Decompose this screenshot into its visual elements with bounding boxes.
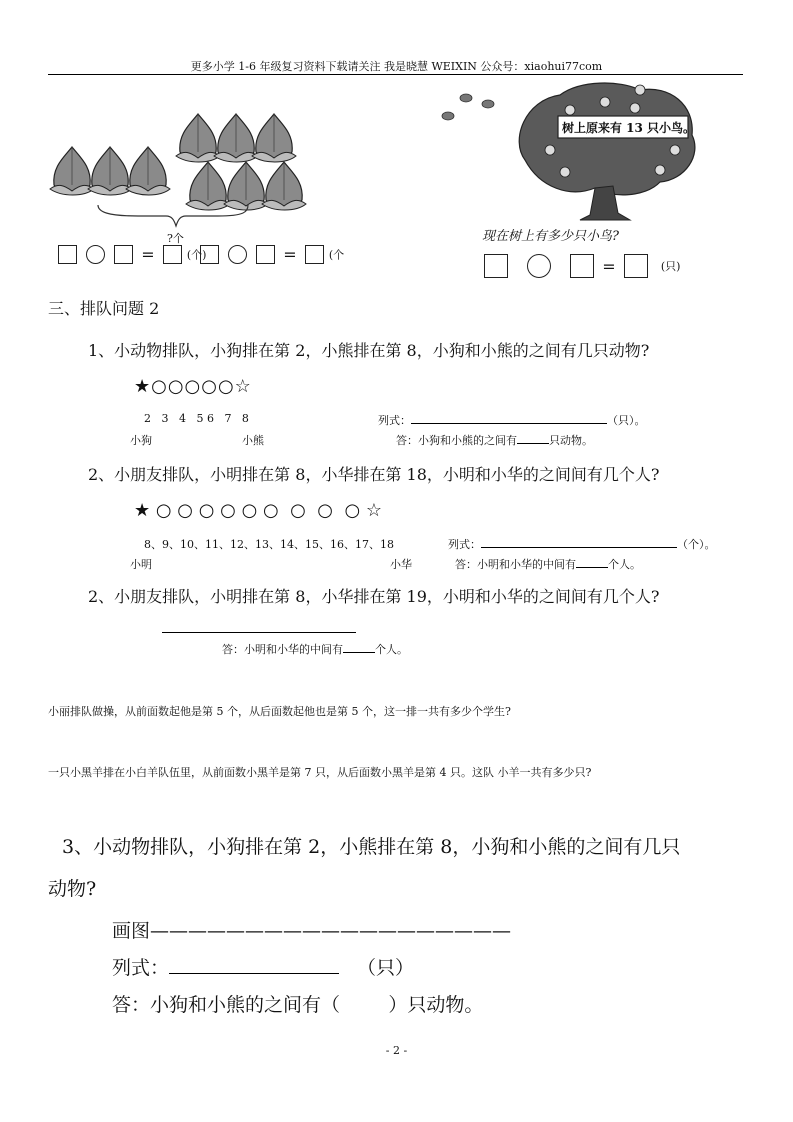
formula-label: 列式： — [378, 414, 411, 427]
answer-box[interactable] — [58, 245, 77, 264]
tree-illustration — [430, 80, 730, 230]
question-6-text-line1: 3、小动物排队，小狗排在第 2，小熊排在第 8，小狗和小熊的之间有几只 — [62, 836, 681, 858]
brace-label: ?个 — [167, 232, 184, 245]
answer-blank[interactable] — [343, 652, 375, 653]
formula-blank[interactable] — [169, 973, 339, 974]
answer-prefix: 答：小狗和小熊的之间有 — [396, 434, 517, 447]
unit-label: (个 — [328, 248, 345, 262]
question-1-answer — [396, 432, 593, 448]
unit-label: (个) — [186, 248, 207, 262]
formula-label: 列式： — [112, 957, 170, 979]
operator-circle[interactable] — [228, 245, 247, 264]
answer-blank[interactable] — [576, 567, 608, 568]
answer-box[interactable] — [200, 245, 219, 264]
question-3-formula-line[interactable] — [162, 632, 356, 633]
draw-prompt: 画图——————————————————— — [112, 920, 512, 942]
formula-unit: （只）。 — [607, 414, 646, 427]
answer-box[interactable] — [114, 245, 133, 264]
answer-box[interactable] — [305, 245, 324, 264]
question-1-symbols: ★○○○○○☆ — [134, 376, 252, 397]
question-6-text-line2: 动物? — [48, 878, 97, 900]
answer-prefix: 答：小明和小华的中间有 — [455, 558, 576, 571]
label-xiaohua: 小华 — [390, 558, 412, 571]
operator-circle[interactable] — [527, 254, 551, 278]
question-2-symbols: ★ ○ ○ ○ ○ ○ ○ ○ ○ ○ ☆ — [134, 500, 383, 521]
formula-blank[interactable] — [411, 423, 607, 424]
answer-blank[interactable] — [517, 443, 549, 444]
question-4-text: 小丽排队做操，从前面数起他是第 5 个，从后面数起他也是第 5 个，这一排一共有多少个学生? — [48, 705, 511, 718]
formula-blank[interactable] — [481, 547, 677, 548]
formula-unit: （只） — [357, 957, 415, 979]
question-3-text: 2、小朋友排队，小明排在第 8，小华排在第 19，小明和小华的之间间有几个人? — [88, 587, 660, 606]
brace — [98, 205, 248, 226]
tree-sign-text: 树上原来有 13 只小鸟。 — [562, 121, 696, 135]
equation-row-2: = (个 — [200, 244, 344, 264]
label-bear: 小熊 — [242, 434, 264, 447]
question-5-text: 一只小黑羊排在小白羊队伍里，从前面数小黑羊是第 7 只，从后面数小黑羊是第 4 只。这队 小羊一共有多少只? — [48, 766, 592, 779]
answer-suffix: 只动物。 — [549, 434, 593, 447]
tree-drawing — [430, 80, 730, 230]
question-3-answer — [222, 641, 408, 657]
question-2-answer — [455, 556, 641, 572]
label-puppy: 小狗 — [130, 434, 152, 447]
question-6-formula — [112, 953, 414, 980]
question-2-text: 2、小朋友排队，小明排在第 8，小华排在第 18，小明和小华的之间间有几个人? — [88, 465, 660, 484]
operator-circle[interactable] — [86, 245, 105, 264]
formula-label: 列式： — [448, 538, 481, 551]
page-header: 更多小学 1-6 年级复习资料下载请关注 我是晓慧 WEIXIN 公众号：xiaohui77com — [190, 60, 603, 73]
tree-question: 现在树上有多少只小鸟? — [482, 229, 619, 244]
question-6-answer: 答：小狗和小熊的之间有（ ）只动物。 — [112, 994, 484, 1016]
equation-row-3: = (只) — [484, 254, 680, 278]
peach-group-right-top — [176, 114, 296, 162]
question-1-numbers: 2 3 4 5 6 7 8 — [144, 412, 249, 425]
question-1-text: 1、小动物排队，小狗排在第 2，小熊排在第 8，小狗和小熊的之间有几只动物? — [88, 341, 650, 360]
question-2-formula — [448, 536, 716, 552]
answer-box[interactable] — [570, 254, 594, 278]
header-rule — [48, 74, 743, 75]
page-number: - 2 - — [385, 1044, 408, 1057]
peach-group-left — [50, 147, 170, 195]
answer-box[interactable] — [484, 254, 508, 278]
answer-box[interactable] — [163, 245, 182, 264]
answer-suffix: 个人。 — [375, 643, 408, 656]
formula-unit: （个）。 — [677, 538, 716, 551]
unit-label: (只) — [660, 260, 681, 273]
answer-box[interactable] — [256, 245, 275, 264]
peach-group-right-bottom — [186, 162, 306, 210]
section-title: 三、排队问题 2 — [48, 299, 160, 318]
answer-prefix: 答：小明和小华的中间有 — [222, 643, 343, 656]
question-1-formula — [378, 412, 646, 428]
question-2-numbers: 8、9、10、11、12、13、14、15、16、17、18 — [144, 538, 394, 551]
answer-suffix: 个人。 — [608, 558, 641, 571]
flying-birds — [442, 94, 494, 120]
equation-row-1: = (个) — [58, 244, 206, 264]
label-xiaoming: 小明 — [130, 558, 152, 571]
answer-box[interactable] — [624, 254, 648, 278]
